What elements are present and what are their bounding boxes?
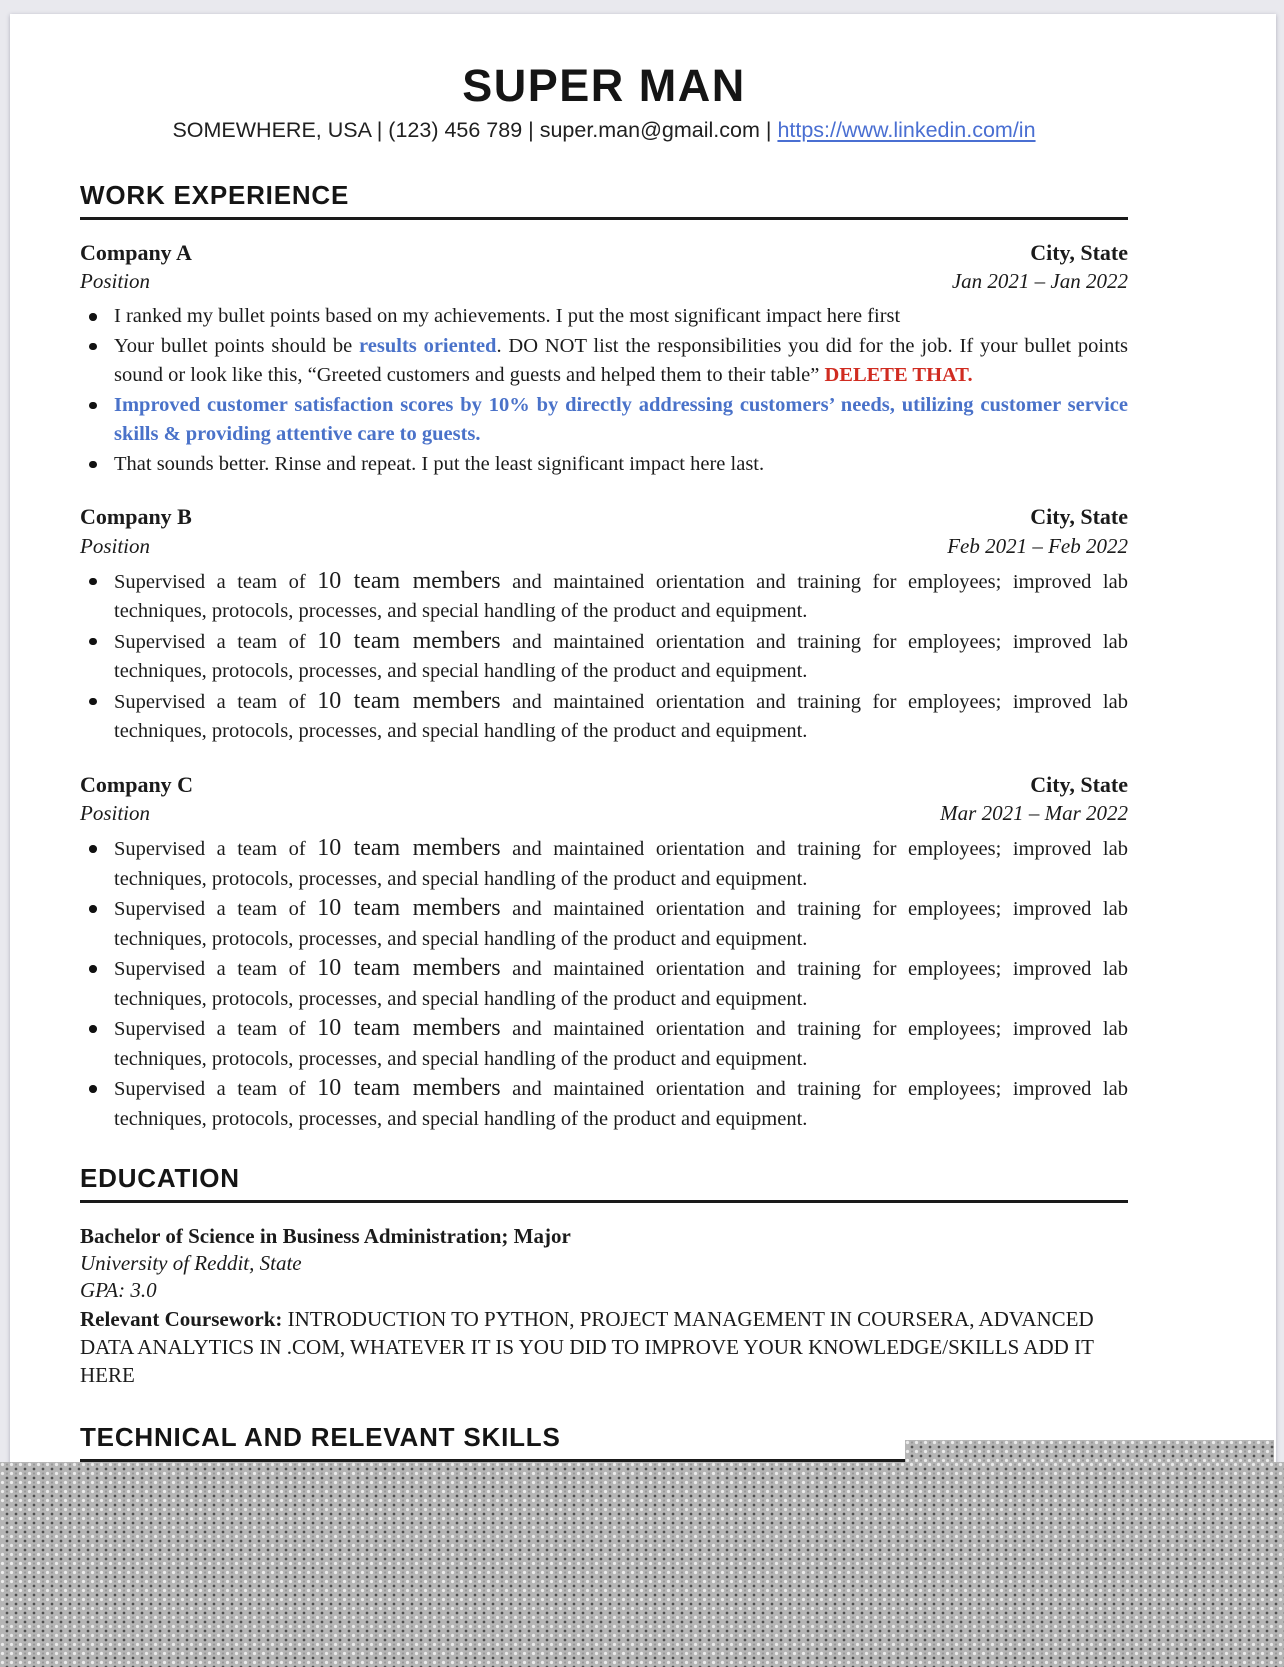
company-location: City, State	[1030, 771, 1128, 797]
employment-dates: Jan 2021 – Jan 2022	[951, 268, 1128, 293]
company-header-row	[80, 504, 1128, 530]
coursework-text: INTRODUCTION TO PYTHON, PROJECT MANAGEMENT IN COURSERA, ADVANCED DATA ANALYTICS IN .COM, WHATEVER IT IS YOU DID TO IMPROVE YOUR KNOWLEDGE/SKILLS ADD IT HERE	[80, 1307, 1094, 1388]
bullet-item	[80, 954, 1128, 1014]
bullet-text-big: 10 team members	[317, 627, 501, 654]
bullet-item	[80, 1014, 1128, 1074]
bullet-text: Supervised a team of	[114, 570, 318, 593]
bullet-text: and maintained orientation and training for employees; improved lab techniques, protocols, processes, and special handling of the product and equipment.	[114, 838, 1128, 890]
bullet-text-big: 10 team members	[317, 687, 501, 714]
degree: Bachelor of Science in Business Administration; Major	[80, 1224, 571, 1249]
bullet-text-blue: Improved customer satisfaction scores by 10% by directly addressing customers’ needs, utilizing customer service skills & providing attentive care to guests.	[114, 393, 1128, 446]
bullet-text: That sounds better. Rinse and repeat. I put the least significant impact here last.	[114, 452, 765, 475]
bullet-text: and maintained orientation and training for employees; improved lab techniques, protocols, processes, and special handling of the product and equipment.	[114, 1078, 1128, 1130]
bullet-text: and maintained orientation and training for employees; improved lab techniques, protocols, processes, and special handling of the product and equipment.	[114, 630, 1128, 683]
bullet-text: and maintained orientation and training for employees; improved lab techniques, protocols, processes, and special handling of the product and equipment.	[114, 898, 1128, 950]
company-header-row	[80, 772, 1128, 798]
bullet-text-big: 10 team members	[317, 895, 501, 922]
resume-header	[80, 60, 1128, 145]
company-location: City, State	[1030, 504, 1128, 530]
bullet-list	[80, 834, 1128, 1134]
company-name: Company A	[80, 239, 192, 265]
bullet-text-red: DELETE THAT.	[824, 364, 973, 387]
bullet-text: and maintained orientation and training for employees; improved lab techniques, protocols, processes, and special handling of the product and equipment.	[114, 690, 1128, 743]
employment-dates: Feb 2021 – Feb 2022	[947, 533, 1128, 558]
bullet-text: Supervised a team of	[114, 898, 318, 921]
position-row	[80, 534, 1128, 559]
bullet-text: Supervised a team of	[114, 690, 318, 713]
bullet-item	[80, 302, 1128, 332]
bullet-text-big: 10 team members	[317, 1015, 501, 1042]
position-title: Position	[80, 533, 151, 558]
bullet-item	[80, 894, 1128, 954]
skills-title: TECHNICAL AND RELEVANT SKILLS	[80, 1423, 1128, 1462]
section-education	[80, 1164, 1128, 1389]
education-body	[80, 1223, 1128, 1389]
gpa: GPA: 3.0	[80, 1278, 157, 1303]
company-list	[80, 240, 1128, 1135]
person-name: SUPER MAN	[462, 60, 746, 111]
bullet-text: Your bullet points should be	[114, 334, 360, 357]
bullet-text-big: 10 team members	[317, 567, 501, 594]
position-row	[80, 269, 1128, 294]
bullet-item	[80, 567, 1128, 627]
relevant-coursework	[80, 1305, 1128, 1389]
bullet-item	[80, 332, 1128, 391]
bullet-text: Supervised a team of	[114, 1078, 318, 1101]
work-experience-title: WORK EXPERIENCE	[80, 181, 1128, 220]
bullet-item	[80, 834, 1128, 894]
bullet-text-blue: results oriented	[359, 334, 497, 357]
section-work-experience	[80, 181, 1128, 1135]
resume-page	[10, 14, 1276, 1667]
redaction-overlay-notch	[905, 1440, 1274, 1463]
bullet-item	[80, 1074, 1128, 1134]
position-title: Position	[80, 268, 151, 293]
bullet-text: and maintained orientation and training for employees; improved lab techniques, protocols, processes, and special handling of the product and equipment.	[114, 570, 1128, 623]
company-name: Company B	[80, 504, 192, 530]
bullet-list	[80, 302, 1128, 479]
bullet-text: Supervised a team of	[114, 838, 318, 861]
bullet-item	[80, 450, 1128, 480]
bullet-item	[80, 687, 1128, 747]
coursework-label: Relevant Coursework:	[80, 1307, 283, 1332]
contact-text: SOMEWHERE, USA | (123) 456 789 | super.man@gmail.com |	[172, 117, 778, 142]
position-title: Position	[80, 801, 151, 826]
employment-dates: Mar 2021 – Mar 2022	[940, 801, 1128, 826]
bullet-text-big: 10 team members	[317, 955, 501, 982]
company-block	[80, 504, 1128, 747]
redaction-overlay	[0, 1462, 1284, 1667]
bullet-text: Supervised a team of	[114, 1018, 318, 1041]
bullet-text-big: 10 team members	[317, 1075, 501, 1102]
company-name: Company C	[80, 771, 194, 797]
bullet-list	[80, 567, 1128, 747]
company-header-row	[80, 240, 1128, 266]
education-title: EDUCATION	[80, 1164, 1128, 1203]
bullet-item	[80, 391, 1128, 450]
school: University of Reddit, State	[80, 1251, 302, 1276]
bullet-text: I ranked my bullet points based on my achievements. I put the most significant impact here first	[114, 305, 901, 328]
company-block	[80, 240, 1128, 480]
linkedin-link[interactable]: https://www.linkedin.com/in	[777, 117, 1036, 142]
bullet-item	[80, 627, 1128, 687]
bullet-text: Supervised a team of	[114, 630, 318, 653]
bullet-text: . DO NOT list the responsibilities you did for the job. If your bullet points sound or look like this, “Greeted customers and guests and helped them to their table”	[114, 334, 1129, 387]
bullet-text: and maintained orientation and training for employees; improved lab techniques, protocols, processes, and special handling of the product and equipment.	[114, 958, 1128, 1010]
bullet-text: Supervised a team of	[114, 958, 318, 981]
bullet-text-big: 10 team members	[317, 835, 501, 862]
company-location: City, State	[1030, 239, 1128, 265]
contact-line	[80, 117, 1128, 145]
bullet-text: and maintained orientation and training for employees; improved lab techniques, protocols, processes, and special handling of the product and equipment.	[114, 1018, 1128, 1070]
company-block	[80, 772, 1128, 1135]
position-row	[80, 801, 1128, 826]
